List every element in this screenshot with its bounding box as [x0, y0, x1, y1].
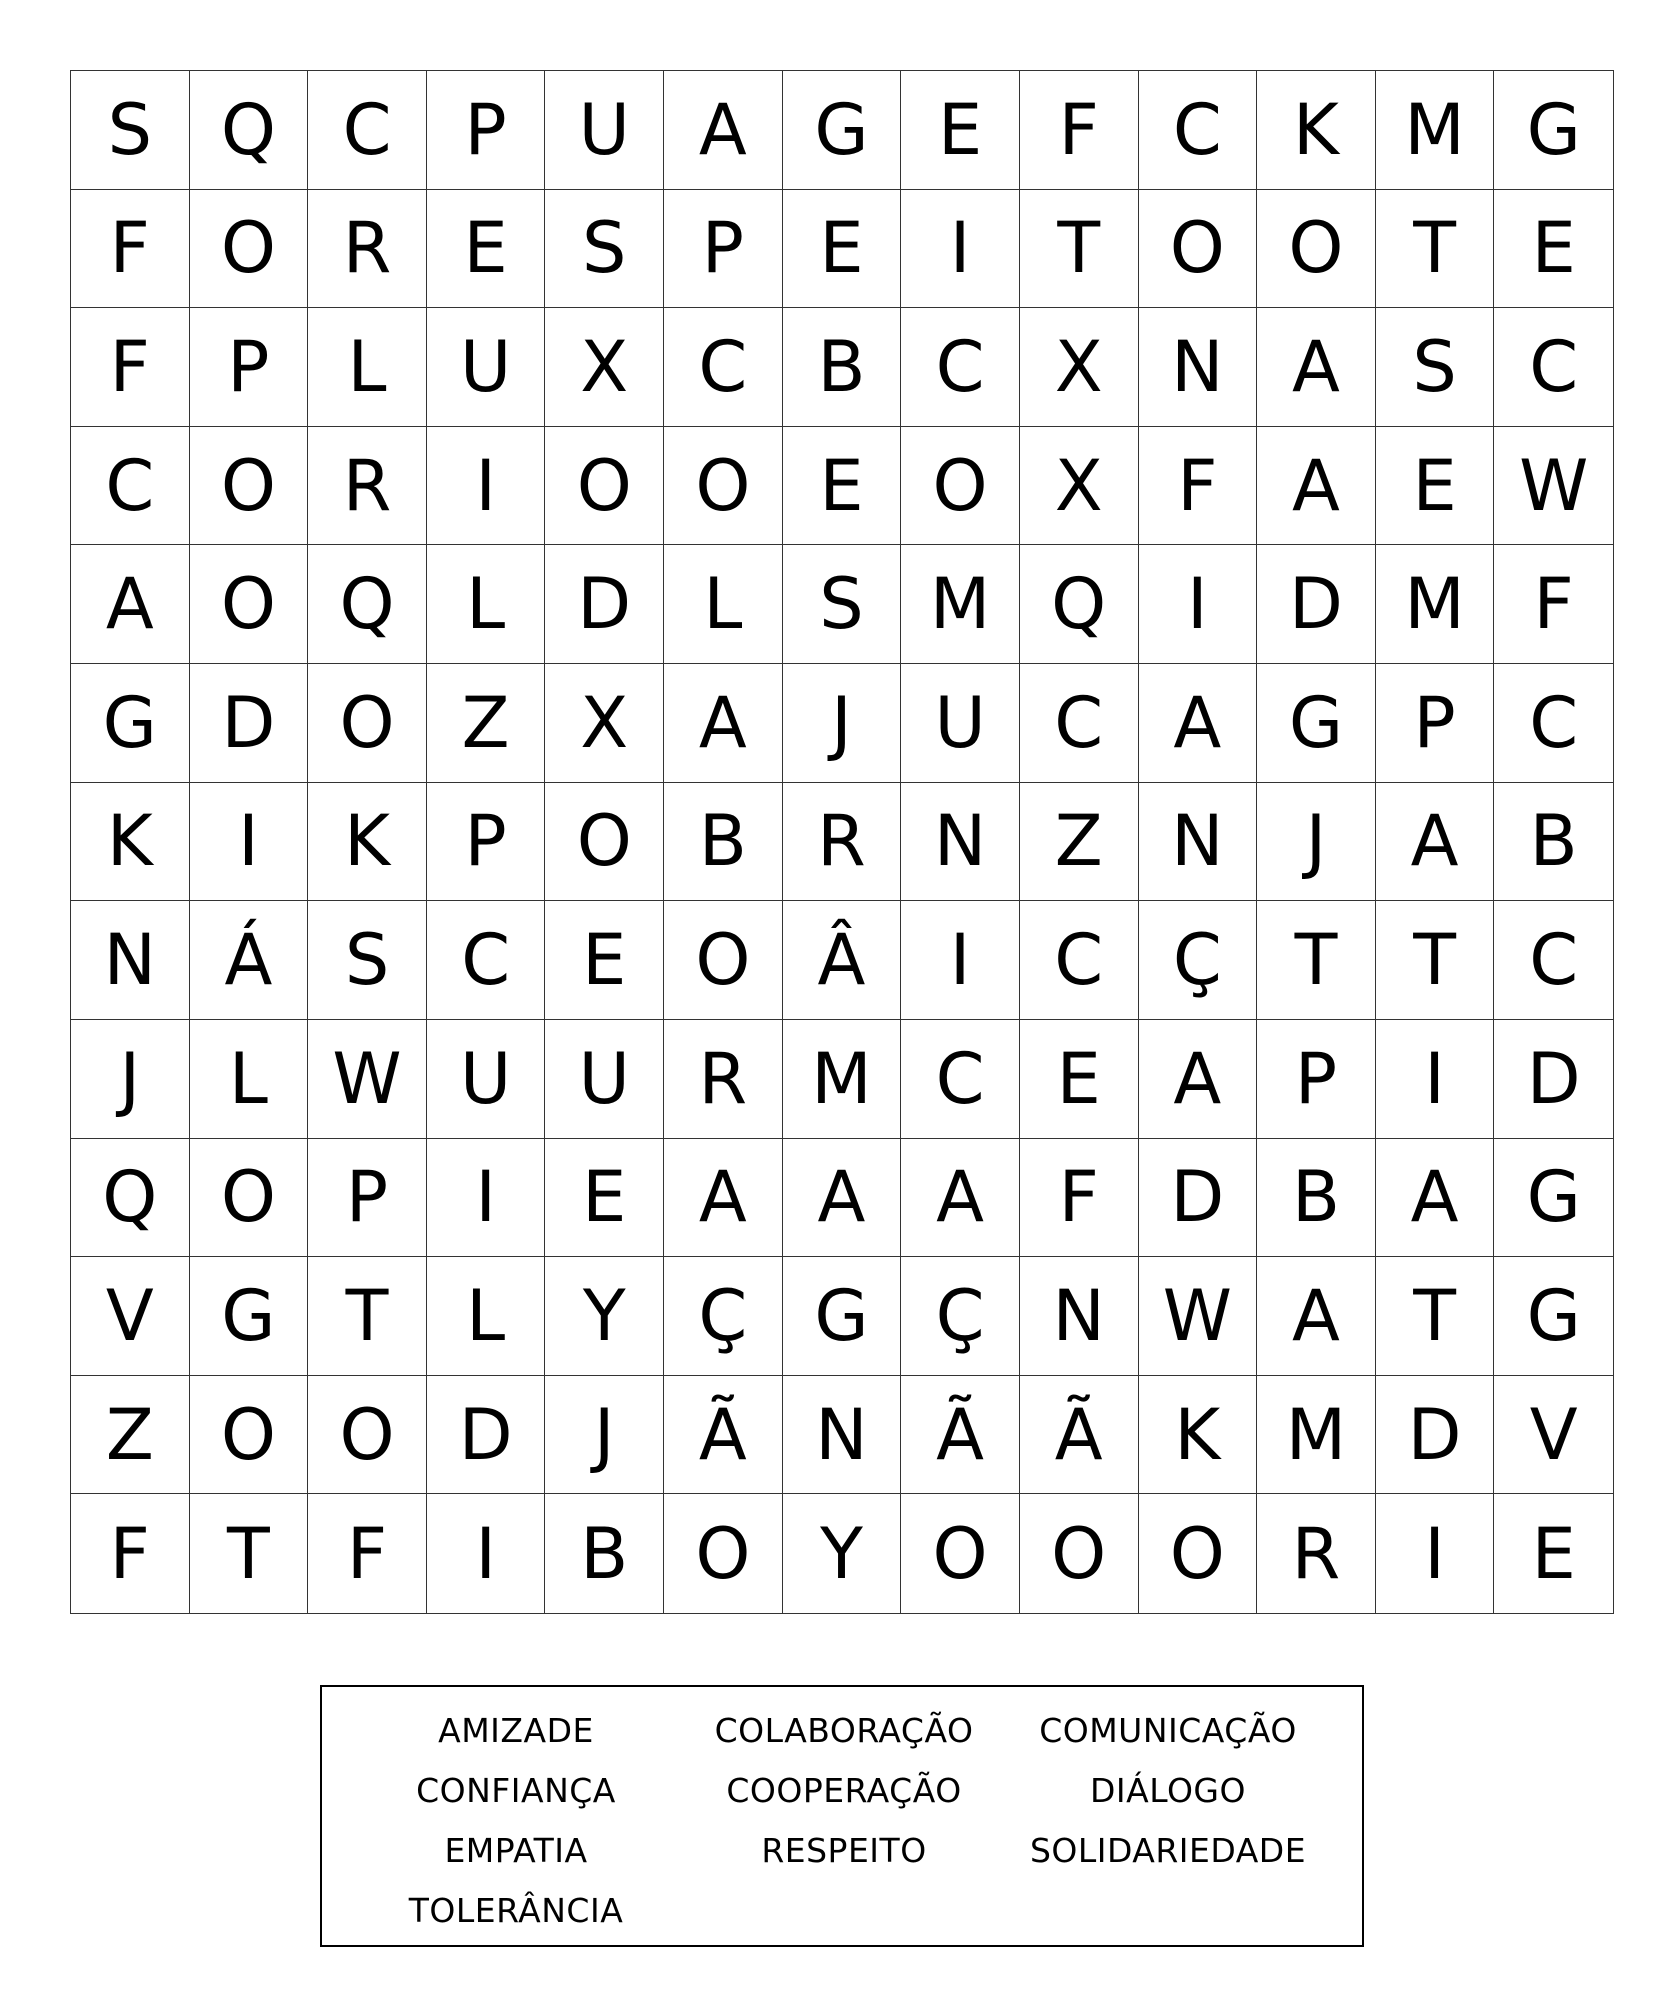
grid-cell[interactable]: M: [1376, 71, 1495, 190]
grid-cell[interactable]: G: [783, 1257, 902, 1376]
grid-cell[interactable]: L: [427, 545, 546, 664]
word-bank-item: TOLERÂNCIA: [408, 1891, 624, 1930]
grid-cell[interactable]: Y: [783, 1494, 902, 1613]
grid-cell[interactable]: Â: [783, 901, 902, 1020]
grid-cell[interactable]: K: [308, 783, 427, 902]
grid-cell[interactable]: Z: [427, 664, 546, 783]
grid-cell[interactable]: S: [545, 190, 664, 309]
grid-cell[interactable]: F: [71, 190, 190, 309]
grid-cell[interactable]: F: [1020, 1139, 1139, 1258]
grid-cell[interactable]: U: [545, 1020, 664, 1139]
grid-cell[interactable]: T: [1376, 190, 1495, 309]
grid-cell[interactable]: S: [1376, 308, 1495, 427]
grid-cell[interactable]: O: [1020, 1494, 1139, 1613]
grid-cell[interactable]: U: [545, 71, 664, 190]
grid-cell[interactable]: L: [664, 545, 783, 664]
grid-cell[interactable]: X: [545, 664, 664, 783]
grid-cell[interactable]: P: [427, 71, 546, 190]
grid-cell[interactable]: A: [783, 1139, 902, 1258]
grid-cell[interactable]: I: [427, 1139, 546, 1258]
grid-cell[interactable]: E: [1376, 427, 1495, 546]
grid-cell[interactable]: L: [427, 1257, 546, 1376]
grid-cell[interactable]: P: [1376, 664, 1495, 783]
grid-cell[interactable]: D: [1376, 1376, 1495, 1495]
grid-cell[interactable]: C: [427, 901, 546, 1020]
grid-cell[interactable]: G: [783, 71, 902, 190]
grid-cell[interactable]: B: [783, 308, 902, 427]
word-column-2: [674, 1701, 1014, 1881]
grid-cell[interactable]: P: [308, 1139, 427, 1258]
grid-cell[interactable]: O: [190, 1376, 309, 1495]
word-bank-item: SOLIDARIEDADE: [1029, 1831, 1307, 1870]
grid-cell[interactable]: V: [1494, 1376, 1613, 1495]
grid-cell[interactable]: B: [1257, 1139, 1376, 1258]
grid-cell[interactable]: B: [664, 783, 783, 902]
word-bank-item: DIÁLOGO: [1090, 1771, 1246, 1810]
grid-cell[interactable]: N: [901, 783, 1020, 902]
grid-cell[interactable]: W: [308, 1020, 427, 1139]
grid-cell[interactable]: O: [545, 427, 664, 546]
grid-cell[interactable]: I: [190, 783, 309, 902]
grid-cell[interactable]: Y: [545, 1257, 664, 1376]
grid-cell[interactable]: D: [1139, 1139, 1258, 1258]
grid-cell[interactable]: J: [71, 1020, 190, 1139]
grid-cell[interactable]: T: [308, 1257, 427, 1376]
grid-cell[interactable]: A: [1139, 664, 1258, 783]
grid-cell[interactable]: Ã: [1020, 1376, 1139, 1495]
grid-cell[interactable]: S: [783, 545, 902, 664]
grid-cell[interactable]: X: [1020, 427, 1139, 546]
grid-cell[interactable]: R: [308, 427, 427, 546]
grid-cell[interactable]: O: [901, 427, 1020, 546]
grid-cell[interactable]: A: [664, 1139, 783, 1258]
grid-cell[interactable]: O: [308, 1376, 427, 1495]
word-bank-item: COMUNICAÇÃO: [1039, 1711, 1297, 1750]
word-bank-item: EMPATIA: [444, 1831, 588, 1870]
grid-cell[interactable]: E: [1494, 190, 1613, 309]
grid-cell[interactable]: O: [308, 664, 427, 783]
word-column-3: [998, 1701, 1338, 1881]
grid-cell[interactable]: S: [71, 71, 190, 190]
grid-cell[interactable]: M: [1257, 1376, 1376, 1495]
grid-cell[interactable]: M: [901, 545, 1020, 664]
grid-cell[interactable]: O: [545, 783, 664, 902]
grid-cell[interactable]: C: [71, 427, 190, 546]
grid-cell[interactable]: C: [1020, 901, 1139, 1020]
grid-cell[interactable]: P: [664, 190, 783, 309]
grid-cell[interactable]: D: [545, 545, 664, 664]
grid-cell[interactable]: Ç: [1139, 901, 1258, 1020]
grid-cell[interactable]: X: [1020, 308, 1139, 427]
grid-cell[interactable]: A: [1139, 1020, 1258, 1139]
grid-cell[interactable]: O: [1139, 190, 1258, 309]
grid-cell[interactable]: F: [1020, 71, 1139, 190]
grid-cell[interactable]: E: [427, 190, 546, 309]
grid-cell[interactable]: G: [190, 1257, 309, 1376]
grid-cell[interactable]: C: [901, 1020, 1020, 1139]
grid-cell[interactable]: Ã: [901, 1376, 1020, 1495]
grid-cell[interactable]: U: [901, 664, 1020, 783]
grid-cell[interactable]: L: [190, 1020, 309, 1139]
grid-cell[interactable]: L: [308, 308, 427, 427]
grid-cell[interactable]: Ç: [664, 1257, 783, 1376]
grid-cell[interactable]: N: [783, 1376, 902, 1495]
grid-cell[interactable]: I: [1139, 545, 1258, 664]
grid-cell[interactable]: K: [1139, 1376, 1258, 1495]
grid-cell[interactable]: T: [1257, 901, 1376, 1020]
grid-cell[interactable]: O: [901, 1494, 1020, 1613]
word-bank-item: RESPEITO: [761, 1831, 927, 1870]
grid-cell[interactable]: N: [1020, 1257, 1139, 1376]
word-bank-item: CONFIANÇA: [416, 1771, 616, 1810]
grid-cell[interactable]: C: [1494, 308, 1613, 427]
grid-cell[interactable]: A: [71, 545, 190, 664]
word-bank-item: COOPERAÇÃO: [726, 1771, 962, 1810]
grid-cell[interactable]: K: [71, 783, 190, 902]
grid-cell[interactable]: M: [783, 1020, 902, 1139]
grid-cell[interactable]: E: [1531, 1512, 1576, 1595]
grid-cell[interactable]: O: [1139, 1494, 1258, 1613]
grid-cell[interactable]: N: [1139, 308, 1258, 427]
grid-cell[interactable]: A: [1257, 427, 1376, 546]
grid-cell[interactable]: B: [545, 1494, 664, 1613]
grid-cell[interactable]: Q: [1020, 545, 1139, 664]
grid-cell[interactable]: C: [1020, 664, 1139, 783]
grid-cell[interactable]: C: [308, 71, 427, 190]
grid-cell[interactable]: J: [1257, 783, 1376, 902]
grid-cell[interactable]: D: [1494, 1020, 1613, 1139]
grid-cell[interactable]: U: [427, 1020, 546, 1139]
grid-cell[interactable]: C: [1494, 664, 1613, 783]
grid-cell[interactable]: R: [308, 190, 427, 309]
grid-cell[interactable]: G: [71, 664, 190, 783]
grid-cell[interactable]: E: [545, 1139, 664, 1258]
grid-cell[interactable]: I: [427, 427, 546, 546]
grid-cell[interactable]: T: [1020, 190, 1139, 309]
grid-cell[interactable]: N: [1139, 783, 1258, 902]
grid-cell[interactable]: F: [71, 1494, 190, 1613]
grid-cell[interactable]: Q: [308, 545, 427, 664]
grid-cell[interactable]: G: [1494, 1257, 1613, 1376]
word-bank: [320, 1685, 1364, 1947]
grid-cell[interactable]: E: [545, 901, 664, 1020]
grid-cell[interactable]: O: [190, 190, 309, 309]
grid-cell[interactable]: E: [783, 427, 902, 546]
word-bank-item: COLABORAÇÃO: [714, 1711, 974, 1750]
grid-cell[interactable]: I: [427, 1494, 546, 1613]
grid-cell[interactable]: A: [1376, 1139, 1495, 1258]
grid-cell[interactable]: J: [783, 664, 902, 783]
grid-cell[interactable]: Ã: [664, 1376, 783, 1495]
grid-cell[interactable]: O: [664, 427, 783, 546]
grid-cell[interactable]: T: [190, 1494, 309, 1613]
grid-cell[interactable]: Z: [71, 1376, 190, 1495]
grid-cell[interactable]: F: [308, 1494, 427, 1613]
grid-cell[interactable]: R: [1257, 1494, 1376, 1613]
grid-cell[interactable]: W: [1139, 1257, 1258, 1376]
letter-grid: [70, 70, 1614, 1614]
grid-cell[interactable]: C: [901, 308, 1020, 427]
grid-cell[interactable]: R: [664, 1020, 783, 1139]
grid-cell[interactable]: F: [1494, 545, 1613, 664]
grid-cell[interactable]: A: [901, 1139, 1020, 1258]
grid-cell[interactable]: O: [1257, 190, 1376, 309]
grid-cell[interactable]: C: [1139, 71, 1258, 190]
grid-cell[interactable]: I: [1376, 1020, 1495, 1139]
grid-cell[interactable]: U: [427, 308, 546, 427]
grid-cell[interactable]: G: [1494, 71, 1613, 190]
grid-cell[interactable]: O: [190, 1139, 309, 1258]
grid-cell[interactable]: E: [1020, 1020, 1139, 1139]
grid-cell[interactable]: A: [1257, 308, 1376, 427]
grid-cell[interactable]: F: [1139, 427, 1258, 546]
grid-cell[interactable]: Á: [190, 901, 309, 1020]
grid-cell[interactable]: A: [1376, 783, 1495, 902]
grid-cell[interactable]: D: [1257, 545, 1376, 664]
grid-cell[interactable]: F: [71, 308, 190, 427]
grid-cell[interactable]: A: [664, 71, 783, 190]
grid-cell[interactable]: G: [1494, 1139, 1613, 1258]
grid-cell[interactable]: P: [1257, 1020, 1376, 1139]
grid-cell[interactable]: C: [1494, 901, 1613, 1020]
grid-cell[interactable]: I: [901, 901, 1020, 1020]
grid-cell[interactable]: T: [1376, 901, 1495, 1020]
grid-cell[interactable]: N: [71, 901, 190, 1020]
grid-cell[interactable]: T: [1376, 1257, 1495, 1376]
grid-cell[interactable]: K: [1257, 71, 1376, 190]
grid-cell[interactable]: D: [190, 664, 309, 783]
grid-cell[interactable]: D: [427, 1376, 546, 1495]
grid-cell[interactable]: Q: [190, 71, 309, 190]
grid-cell[interactable]: A: [1257, 1257, 1376, 1376]
grid-cell[interactable]: O: [664, 901, 783, 1020]
grid-cell[interactable]: Z: [1020, 783, 1139, 902]
grid-cell[interactable]: B: [1494, 783, 1613, 902]
grid-cell[interactable]: V: [71, 1257, 190, 1376]
word-column-1: [346, 1701, 686, 1941]
grid-cell[interactable]: J: [545, 1376, 664, 1495]
grid-cell[interactable]: C: [664, 308, 783, 427]
grid-cell[interactable]: Q: [71, 1139, 190, 1258]
grid-cell[interactable]: X: [545, 308, 664, 427]
grid-cell[interactable]: E: [783, 190, 902, 309]
grid-cell[interactable]: E: [901, 71, 1020, 190]
grid-cell[interactable]: I: [901, 190, 1020, 309]
grid-cell[interactable]: P: [427, 783, 546, 902]
grid-cell[interactable]: I: [1376, 1494, 1495, 1613]
grid-cell[interactable]: R: [783, 783, 902, 902]
word-bank-item: AMIZADE: [438, 1711, 594, 1750]
grid-cell[interactable]: Ç: [901, 1257, 1020, 1376]
grid-cell[interactable]: O: [190, 427, 309, 546]
grid-cell[interactable]: G: [1257, 664, 1376, 783]
grid-cell[interactable]: O: [190, 545, 309, 664]
grid-cell[interactable]: S: [308, 901, 427, 1020]
grid-cell[interactable]: O: [664, 1494, 783, 1613]
grid-cell[interactable]: W: [1494, 427, 1613, 546]
grid-cell[interactable]: A: [664, 664, 783, 783]
grid-cell[interactable]: M: [1376, 545, 1495, 664]
grid-cell[interactable]: P: [190, 308, 309, 427]
